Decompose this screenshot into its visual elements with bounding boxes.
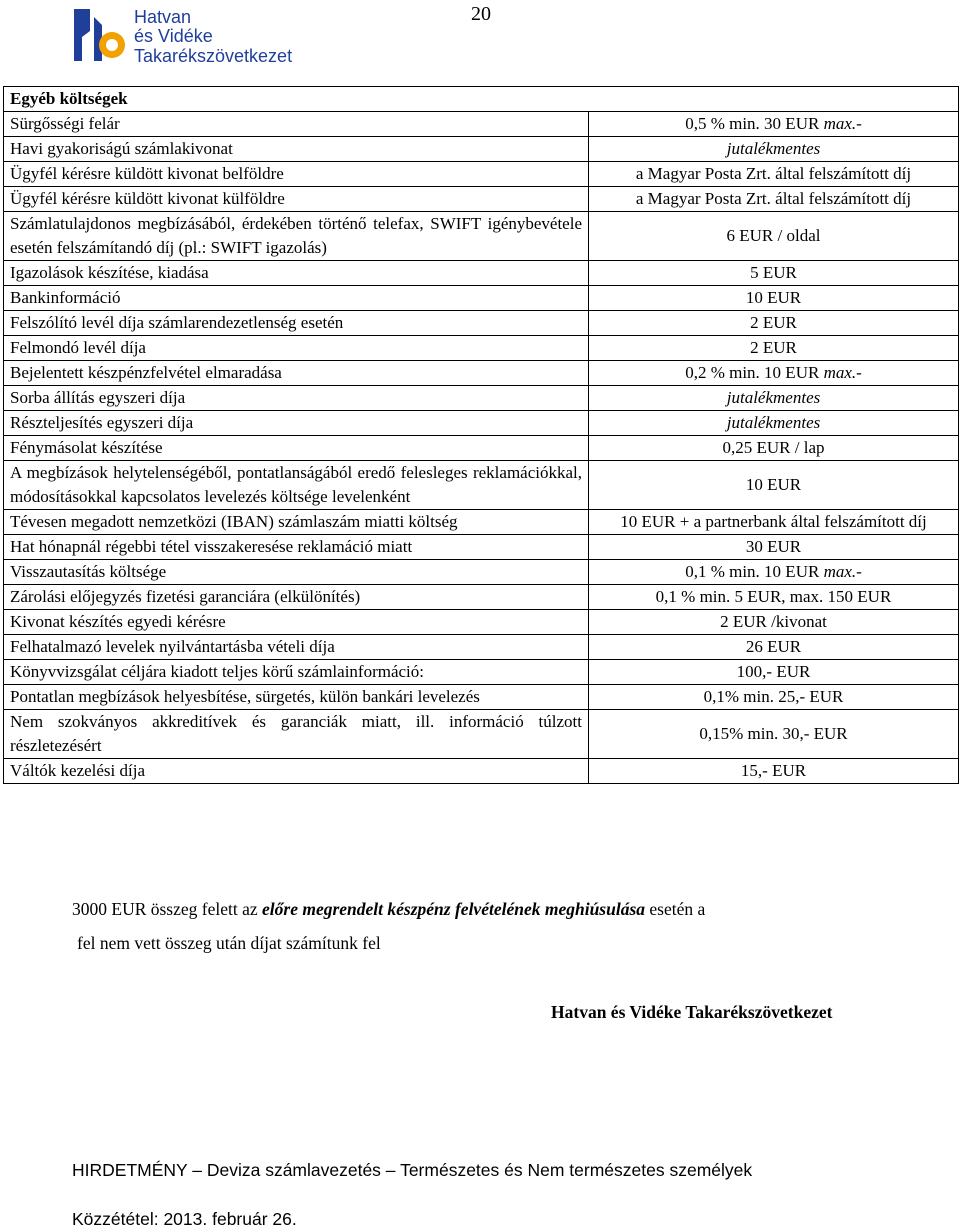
fee-amount: 2 EUR	[750, 313, 797, 332]
fee-label: Számlatulajdonos megbízásából, érdekében történő telefax, SWIFT igénybevétele esetén felszámítandó díj (pl.: SWIFT igazolás)	[4, 212, 589, 261]
logo-text-line1: Hatvan	[134, 7, 192, 27]
fee-label: Hat hónapnál régebbi tétel visszakeresése reklamáció miatt	[4, 535, 589, 560]
table-row	[4, 212, 959, 261]
fee-label: A megbízások helytelenségéből, pontatlanságából eredő felesleges reklamációkkal, módosításokkal kapcsolatos levelezés költsége levelenként	[4, 461, 589, 510]
fee-label: Ügyfél kérésre küldött kivonat külföldre	[4, 187, 589, 212]
note-line-1	[72, 892, 705, 926]
fee-value	[589, 685, 959, 710]
fee-amount: 0,1 % min. 5 EUR, max. 150 EUR	[655, 587, 892, 606]
table-row	[4, 112, 959, 137]
fee-amount: a Magyar Posta Zrt. által felszámított díj	[635, 164, 912, 183]
fee-amount: 2 EUR /kivonat	[720, 612, 827, 631]
fee-value	[589, 660, 959, 685]
logo-mark-icon	[74, 9, 125, 61]
fee-label: Ügyfél kérésre küldött kivonat belföldre	[4, 162, 589, 187]
fee-label: Felmondó levél díja	[4, 336, 589, 361]
table-row	[4, 187, 959, 212]
table-row	[4, 361, 959, 386]
fee-label: Pontatlan megbízások helyesbítése, sürgetés, külön bankári levelezés	[4, 685, 589, 710]
table-row	[4, 759, 959, 784]
fee-amount: 2 EUR	[750, 338, 797, 357]
signature: Hatvan és Vidéke Takarékszövetkezet	[551, 1002, 833, 1022]
fee-amount: 30 EUR	[745, 537, 802, 556]
table-row	[4, 610, 959, 635]
fee-amount-italic: max.-	[823, 363, 862, 382]
table-row	[4, 461, 959, 510]
note-paragraph	[72, 892, 705, 960]
table-row	[4, 635, 959, 660]
fee-value	[589, 535, 959, 560]
fee-value	[589, 112, 959, 137]
fee-value	[589, 436, 959, 461]
fee-label: Tévesen megadott nemzetközi (IBAN) számlaszám miatti költség	[4, 510, 589, 535]
fee-label: Sürgősségi felár	[4, 112, 589, 137]
fee-amount: 10 EUR + a partnerbank által felszámított díj	[620, 512, 927, 531]
fee-amount: 15,- EUR	[740, 761, 807, 780]
fee-label: Váltók kezelési díja	[4, 759, 589, 784]
table-row	[4, 560, 959, 585]
fee-value	[589, 212, 959, 261]
fee-amount: 5 EUR	[750, 263, 797, 282]
fee-value	[589, 610, 959, 635]
table-row	[4, 162, 959, 187]
table-row	[4, 436, 959, 461]
fee-amount: 10 EUR	[745, 288, 802, 307]
fee-value	[589, 635, 959, 660]
fee-label: Felszólító levél díja számlarendezetlenség esetén	[4, 311, 589, 336]
fee-label: Bejelentett készpénzfelvétel elmaradása	[4, 361, 589, 386]
fee-amount: 0,15% min. 30,- EUR	[699, 724, 848, 743]
fee-label: Kivonat készítés egyedi kérésre	[4, 610, 589, 635]
fee-amount-italic: max.-	[823, 114, 862, 133]
fee-amount-italic: jutalékmentes	[726, 388, 821, 407]
fee-value	[589, 137, 959, 162]
table-row	[4, 261, 959, 286]
table-row	[4, 286, 959, 311]
fee-value	[589, 411, 959, 436]
footer-title: HIRDETMÉNY – Deviza számlavezetés – Természetes és Nem természetes személyek	[72, 1160, 753, 1180]
fee-amount: 100,- EUR	[736, 662, 811, 681]
fee-value	[589, 510, 959, 535]
note-suffix: esetén a	[645, 899, 706, 919]
fee-label: Zárolási előjegyzés fizetési garanciára (elkülönítés)	[4, 585, 589, 610]
fee-label: Sorba állítás egyszeri díja	[4, 386, 589, 411]
note-line-2: fel nem vett összeg után díjat számítunk fel	[77, 933, 381, 953]
note-emphasis: előre megrendelt készpénz felvételének meghiúsulása	[262, 899, 646, 919]
company-logo	[68, 3, 328, 67]
fee-amount: 0,1 % min. 10 EUR	[685, 562, 824, 581]
note-prefix: 3000 EUR összeg felett az	[72, 899, 263, 919]
fee-label: Fénymásolat készítése	[4, 436, 589, 461]
fee-label: Igazolások készítése, kiadása	[4, 261, 589, 286]
fee-value	[589, 261, 959, 286]
fee-label: Felhatalmazó levelek nyilvántartásba vételi díja	[4, 635, 589, 660]
fee-value	[589, 311, 959, 336]
fee-value	[589, 560, 959, 585]
fee-value	[589, 710, 959, 759]
fee-amount: 0,2 % min. 10 EUR	[685, 363, 824, 382]
fees-table	[3, 86, 959, 784]
fee-label: Részteljesítés egyszeri díja	[4, 411, 589, 436]
footer-date: Közzététel: 2013. február 26.	[72, 1209, 297, 1229]
fee-value	[589, 386, 959, 411]
fee-value	[589, 336, 959, 361]
fee-label: Nem szokványos akkreditívek és garanciák miatt, ill. információ túlzott részletezésért	[4, 710, 589, 759]
fee-label: Havi gyakoriságú számlakivonat	[4, 137, 589, 162]
table-row	[4, 510, 959, 535]
fee-value	[589, 286, 959, 311]
fee-amount: 0,1% min. 25,- EUR	[703, 687, 844, 706]
table-header-row	[4, 87, 959, 112]
fee-label: Könyvvizsgálat céljára kiadott teljes körű számlainformáció:	[4, 660, 589, 685]
fee-amount-italic: jutalékmentes	[726, 413, 821, 432]
table-row	[4, 137, 959, 162]
page-number: 20	[471, 3, 491, 25]
logo-text-line3: Takarékszövetkezet	[134, 46, 293, 66]
fee-amount: 0,25 EUR / lap	[722, 438, 825, 457]
fee-value	[589, 759, 959, 784]
table-row	[4, 710, 959, 759]
table-row	[4, 411, 959, 436]
logo-text-line2: és Vidéke	[134, 26, 213, 46]
fee-value	[589, 162, 959, 187]
fee-amount-italic: jutalékmentes	[726, 139, 821, 158]
fee-label: Visszautasítás költsége	[4, 560, 589, 585]
fee-amount: 10 EUR	[745, 475, 802, 494]
fee-value	[589, 187, 959, 212]
fee-amount: 6 EUR / oldal	[726, 226, 821, 245]
table-row	[4, 585, 959, 610]
fee-amount-italic: max.-	[823, 562, 862, 581]
table-row	[4, 660, 959, 685]
fee-amount: a Magyar Posta Zrt. által felszámított díj	[635, 189, 912, 208]
table-row	[4, 336, 959, 361]
table-row	[4, 685, 959, 710]
fee-value	[589, 461, 959, 510]
fee-amount: 0,5 % min. 30 EUR	[685, 114, 824, 133]
fee-value	[589, 361, 959, 386]
table-row	[4, 535, 959, 560]
fee-amount: 26 EUR	[745, 637, 802, 656]
fee-value	[589, 585, 959, 610]
fee-label: Bankinformáció	[4, 286, 589, 311]
section-title: Egyéb költségek	[4, 87, 959, 112]
table-row	[4, 311, 959, 336]
table-row	[4, 386, 959, 411]
